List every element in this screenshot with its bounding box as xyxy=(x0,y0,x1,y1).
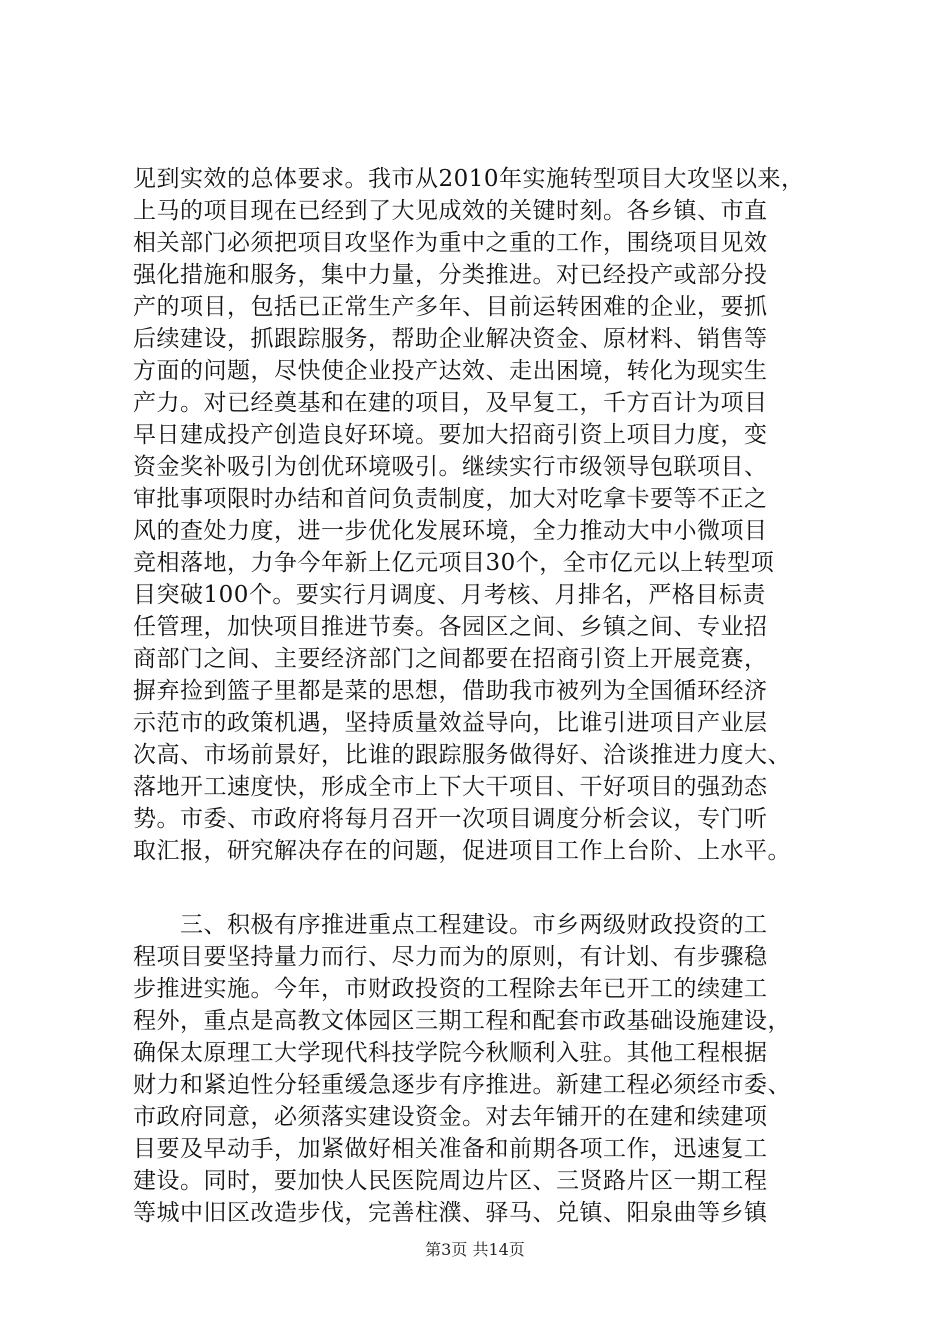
text-line: 三、积极有序推进重点工程建设。市乡两级财政投资的工 xyxy=(133,912,768,938)
text-line: 资金奖补吸引为创优环境吸引。继续实行市级领导包联项目、 xyxy=(133,454,768,480)
text-line: 步推进实施。今年，市财政投资的工程除去年已开工的续建工 xyxy=(133,976,768,1002)
text-line: 市政府同意，必须落实建设资金。对去年铺开的在建和续建项 xyxy=(133,1104,768,1130)
text-line: 落地开工速度快，形成全市上下大干项目、干好项目的强劲态 xyxy=(133,774,768,800)
text-line: 示范市的政策机遇，坚持质量效益导向，比谁引进项目产业层 xyxy=(133,710,768,736)
text-line: 财力和紧迫性分轻重缓急逐步有序推进。新建工程必须经市委、 xyxy=(133,1072,791,1098)
text-line: 上马的项目现在已经到了大见成效的关键时刻。各乡镇、市直 xyxy=(133,198,768,224)
text-line: 见到实效的总体要求。我市从2010年实施转型项目大攻坚以来， xyxy=(133,166,805,192)
text-line: 建设。同时，要加快人民医院周边片区、三贤路片区一期工程 xyxy=(133,1168,768,1194)
text-line: 产的项目，包括已正常生产多年、目前运转困难的企业，要抓 xyxy=(133,294,768,320)
text-line: 相关部门必须把项目攻坚作为重中之重的工作，围绕项目见效 xyxy=(133,230,768,256)
text-line: 任管理，加快项目推进节奏。各园区之间、乡镇之间、专业招 xyxy=(133,614,768,640)
text-line: 竞相落地，力争今年新上亿元项目30个，全市亿元以上转型项 xyxy=(133,550,775,576)
text-line: 目要及早动手，加紧做好相关准备和前期各项工作，迅速复工 xyxy=(133,1136,768,1162)
text-line: 商部门之间、主要经济部门之间都要在招商引资上开展竞赛， xyxy=(133,646,768,672)
document-body xyxy=(133,163,833,1229)
text-line: 早日建成投产创造良好环境。要加大招商引资上项目力度，变 xyxy=(133,422,768,448)
text-line: 审批事项限时办结和首问负责制度，加大对吃拿卡要等不正之 xyxy=(133,486,768,512)
text-line: 强化措施和服务，集中力量，分类推进。对已经投产或部分投 xyxy=(133,262,768,288)
text-line: 程项目要坚持量力而行、尽力而为的原则，有计划、有步骤稳 xyxy=(133,944,768,970)
text-line: 次高、市场前景好，比谁的跟踪服务做得好、洽谈推进力度大、 xyxy=(133,742,791,768)
text-line: 程外，重点是高教文体园区三期工程和配套市政基础设施建设， xyxy=(133,1008,791,1034)
text-line: 方面的问题，尽快使企业投产达效、走出困境，转化为现实生 xyxy=(133,358,768,384)
text-line: 势。市委、市政府将每月召开一次项目调度分析会议，专门听 xyxy=(133,806,768,832)
paragraph-gap xyxy=(133,867,833,909)
text-line: 产力。对已经奠基和在建的项目，及早复工，千方百计为项目 xyxy=(133,390,768,416)
page-number-footer: 第3页 共14页 xyxy=(425,1240,525,1259)
text-line: 摒弃捡到篮子里都是菜的思想，借助我市被列为全国循环经济 xyxy=(133,678,768,704)
text-line: 目突破100个。要实行月调度、月考核、月排名，严格目标责 xyxy=(133,582,766,608)
text-line: 确保太原理工大学现代科技学院今秋顺利入驻。其他工程根据 xyxy=(133,1040,768,1066)
text-line: 取汇报，研究解决存在的问题，促进项目工作上台阶、上水平。 xyxy=(133,838,791,864)
paragraph-1 xyxy=(133,163,833,867)
text-line: 风的查处力度，进一步优化发展环境，全力推动大中小微项目 xyxy=(133,518,768,544)
text-line: 后续建设，抓跟踪服务，帮助企业解决资金、原材料、销售等 xyxy=(133,326,768,352)
text-line: 等城中旧区改造步伐，完善柱濮、驿马、兑镇、阳泉曲等乡镇 xyxy=(133,1200,768,1226)
paragraph-2 xyxy=(133,909,833,1229)
